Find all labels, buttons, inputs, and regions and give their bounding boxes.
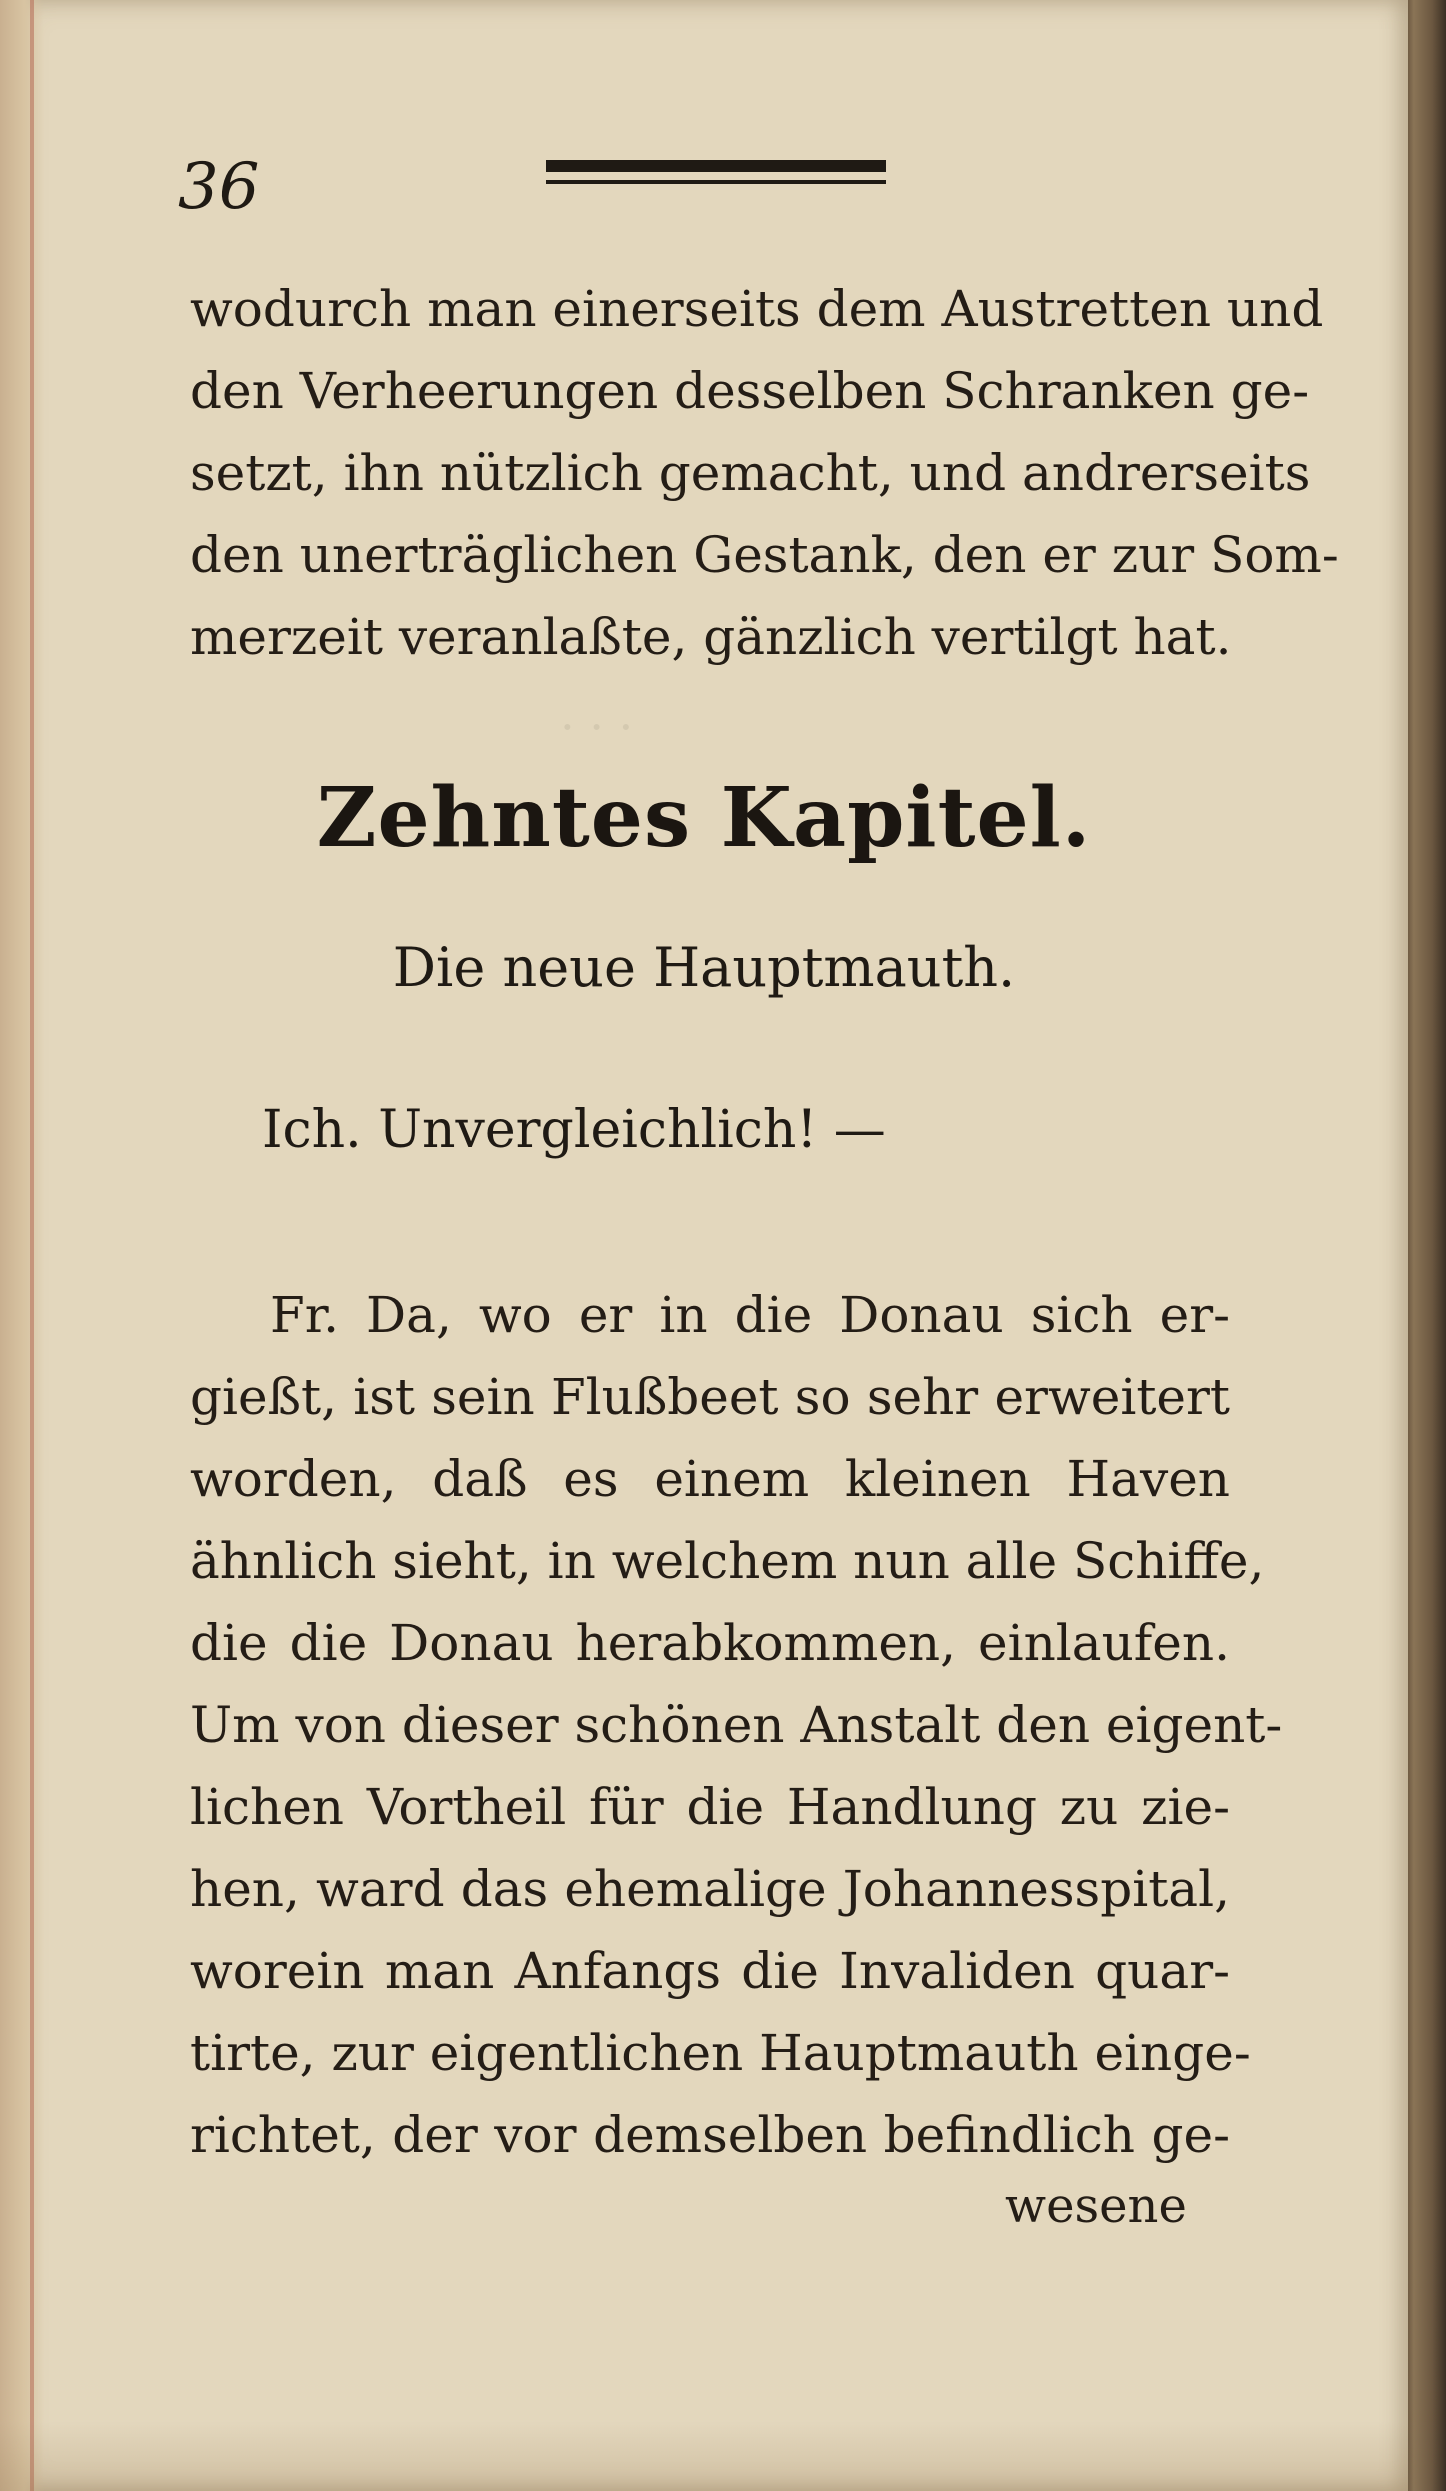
text-line: setzt, ihn nützlich gemacht, und andrerseits xyxy=(190,444,1311,502)
text-line: gießt, ist sein Flußbeet so sehr erweitert xyxy=(190,1368,1230,1426)
chapter-subtitle: Die neue Hauptmauth. xyxy=(392,936,1016,999)
bleed-through-text: · · · xyxy=(560,700,634,754)
top-paragraph xyxy=(190,268,1339,678)
page-gutter-shadow xyxy=(0,0,44,2491)
text-line: richtet, der vor demselben befindlich ge- xyxy=(190,2106,1230,2164)
text-line: merzeit veranlaßte, gänzlich vertilgt hat. xyxy=(190,608,1232,666)
text-line: hen, ward das ehemalige Johannesspital, xyxy=(190,1860,1230,1918)
text-line: tirte, zur eigentlichen Hauptmauth einge- xyxy=(190,2024,1251,2082)
page-edge-red-line xyxy=(30,0,34,2491)
header-rule-thin xyxy=(546,180,886,184)
header-rule-thick xyxy=(546,160,886,172)
catchword: wesene xyxy=(1005,2178,1187,2234)
text-line: den unerträglichen Gestank, den er zur Som- xyxy=(190,526,1339,584)
text-line: worden, daß es einem kleinen Haven xyxy=(190,1450,1230,1508)
text-line: wodurch man einerseits dem Austretten und xyxy=(190,280,1324,338)
page-bottom-shadow xyxy=(0,2421,1408,2491)
text-line: Um von dieser schönen Anstalt den eigent- xyxy=(190,1696,1283,1754)
speaker-line: Ich. Unvergleichlich! — xyxy=(262,1100,886,1160)
page-number: 36 xyxy=(178,150,260,224)
text-line: die die Donau herabkommen, einlaufen. xyxy=(190,1614,1230,1672)
text-line: den Verheerungen desselben Schranken ge- xyxy=(190,362,1310,420)
text-line: ähnlich sieht, in welchem nun alle Schiffe, xyxy=(190,1532,1265,1590)
text-line: lichen Vortheil für die Handlung zu zie- xyxy=(190,1778,1230,1836)
main-paragraph xyxy=(190,1274,1283,2176)
text-line: Fr. Da, wo er in die Donau sich er- xyxy=(270,1286,1230,1344)
text-line: worein man Anfangs die Invaliden quar- xyxy=(190,1942,1230,2000)
chapter-title: Zehntes Kapitel. xyxy=(316,770,1092,866)
